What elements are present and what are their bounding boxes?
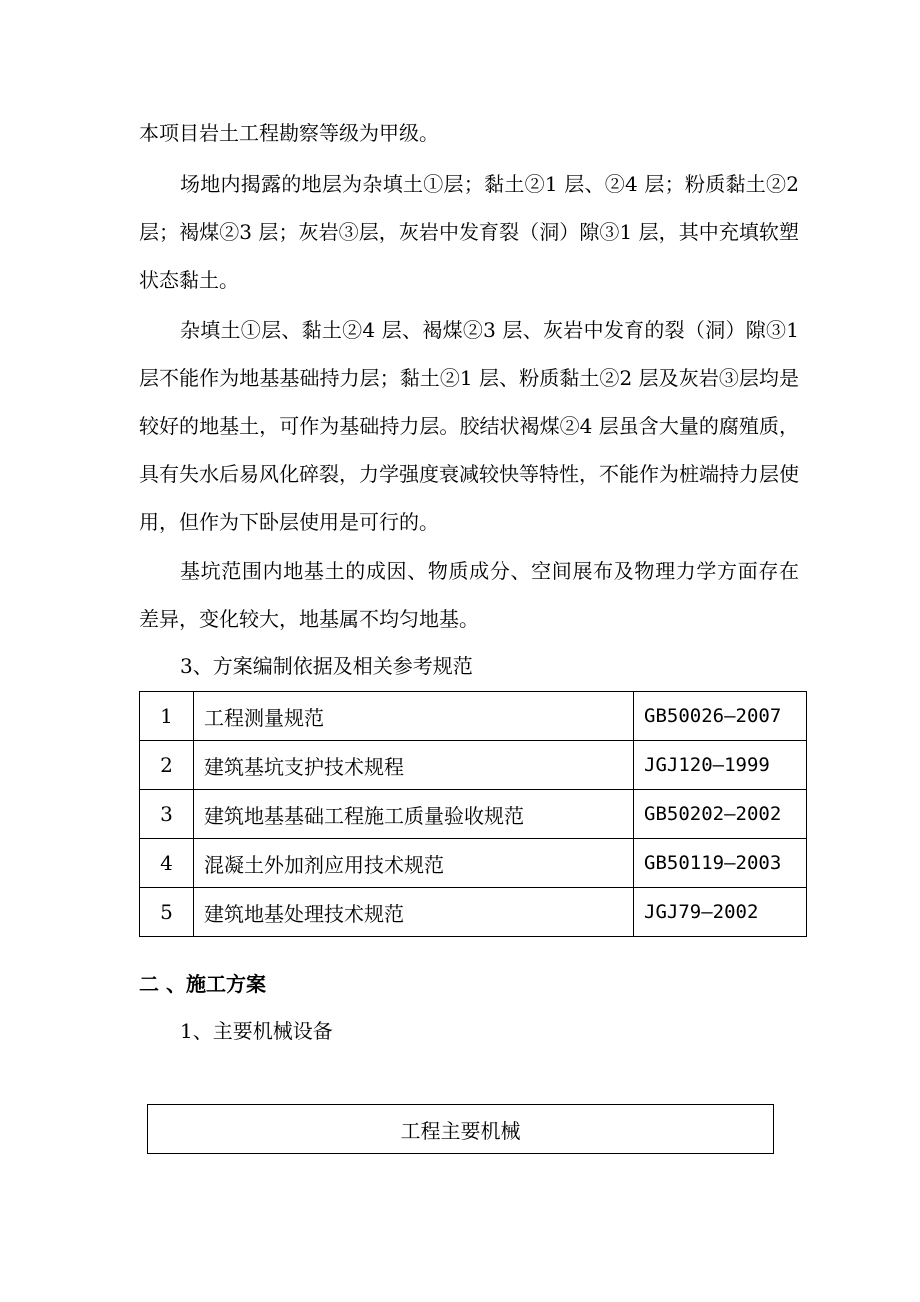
subsection-title: 1、主要机械设备 xyxy=(180,1019,333,1043)
standard-name: 建筑基坑支护技术规程 xyxy=(194,741,634,790)
standard-name: 建筑地基处理技术规范 xyxy=(194,888,634,937)
standard-name: 混凝土外加剂应用技术规范 xyxy=(194,839,634,888)
standard-code: GB50119—2003 xyxy=(634,839,807,888)
table-row xyxy=(140,888,807,937)
standard-name: 工程测量规范 xyxy=(194,692,634,741)
paragraph-strata: 场地内揭露的地层为杂填土①层；黏土②1 层、②4 层；粉质黏土②2 层；褐煤②3 层；灰岩③层，灰岩中发育裂（洞）隙③1 层，其中充填软塑状态黏土。 xyxy=(139,172,799,292)
standard-code: GB50026—2007 xyxy=(634,692,807,741)
heading-reference-standards: 3、方案编制依据及相关参考规范 xyxy=(180,654,473,678)
row-number: 4 xyxy=(140,839,194,888)
standard-code: GB50202—2002 xyxy=(634,790,807,839)
reference-standards-table xyxy=(139,691,807,937)
table-row xyxy=(140,790,807,839)
machinery-table-title: 工程主要机械 xyxy=(400,1118,521,1143)
row-number: 2 xyxy=(140,741,194,790)
table-row xyxy=(140,839,807,888)
paragraph-bearing-layers: 杂填土①层、黏土②4 层、褐煤②3 层、灰岩中发育的裂（洞）隙③1 层不能作为地基基础持力层；黏土②1 层、粉质黏土②2 层及灰岩③层均是较好的地基土，可作为基础持力层。胶结状褐煤②4 层虽含大量的腐殖质，具有失水后易风化碎裂，力学强度衰减较快等特性，不能作为桩端持力层使用，但作为下卧层使用是可行的。 xyxy=(139,318,799,534)
standard-name: 建筑地基基础工程施工质量验收规范 xyxy=(194,790,634,839)
paragraph-survey-grade: 本项目岩土工程勘察等级为甲级。 xyxy=(139,121,439,145)
machinery-table-header xyxy=(147,1104,774,1154)
row-number: 5 xyxy=(140,888,194,937)
standard-code: JGJ79—2002 xyxy=(634,888,807,937)
row-number: 3 xyxy=(140,790,194,839)
table-row xyxy=(140,741,807,790)
section-title: 二 、施工方案 xyxy=(139,972,266,996)
row-number: 1 xyxy=(140,692,194,741)
paragraph-foundation-soil: 基坑范围内地基土的成因、物质成分、空间展布及物理力学方面存在差异，变化较大，地基属不均匀地基。 xyxy=(139,559,799,631)
table-row xyxy=(140,692,807,741)
standard-code: JGJ120—1999 xyxy=(634,741,807,790)
